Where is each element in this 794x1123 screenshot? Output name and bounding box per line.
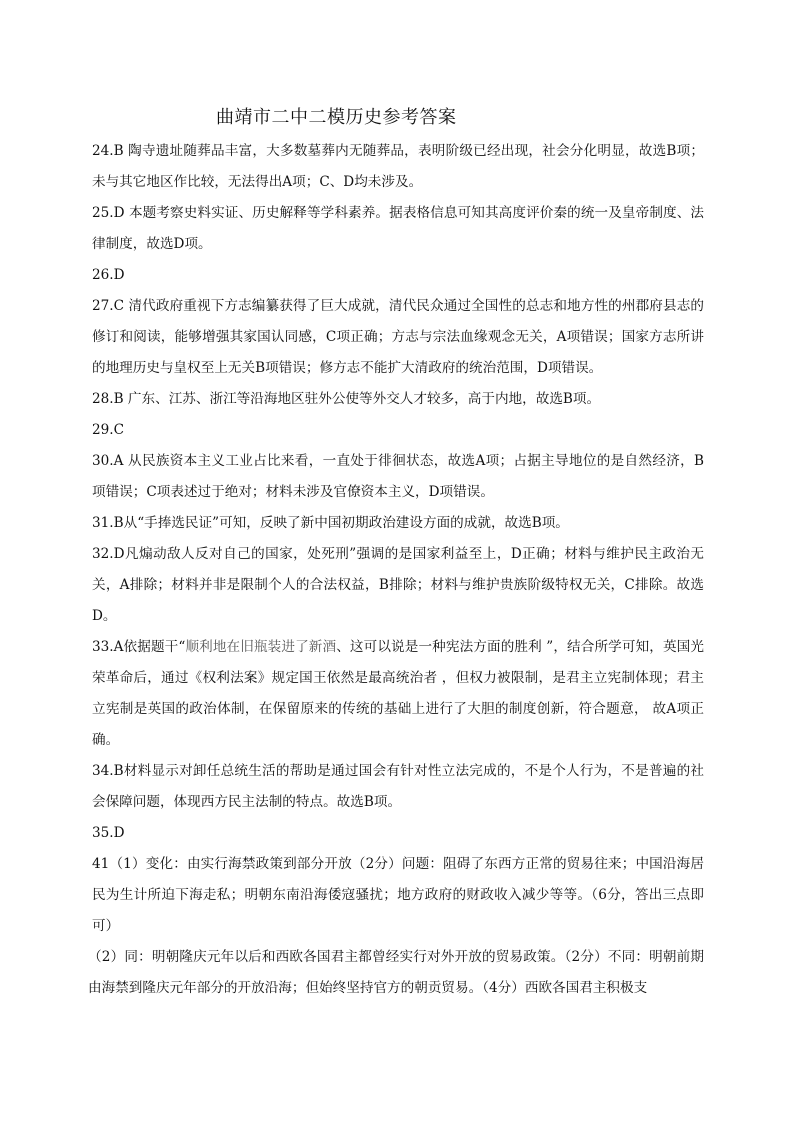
answer-24: 24.B 陶寺遗址随葬品丰富，大多数墓葬内无随葬品，表明阶级已经出现，社会分化明显，故选B项；未与其它地区作比较，无法得出A项；C、D均未涉及。 (92, 143, 704, 190)
answer-32: 32.D凡煽动敌人反对自己的国家，处死刑”强调的是国家利益至上，D正确；材料与维护民主政治无关，A排除；材料并非是限制个人的合法权益，B排除；材料与维护贵族阶级特权无关，C排除。故选D。 (92, 546, 704, 624)
answer-30: 30.A 从民族资本主义工业占比来看，一直处于徘徊状态，故选A项；占据主导地位的是自然经济，B项错误；C项表述过于绝对；材料未涉及官僚资本主义，D项错误。 (92, 453, 704, 500)
answer-25: 25.D 本题考察史料实证、历史解释等学科素养。据表格信息可知其高度评价秦的统一及皇帝制度、法律制度，故选D项。 (92, 205, 704, 252)
answer-26: 26.D (92, 267, 125, 283)
answer-34: 34.B材料显示对卸任总统生活的帮助是通过国会有针对性立法完成的，不是个人行为，不是普遍的社会保障问题，体现西方民主法制的特点。故选B项。 (92, 763, 704, 810)
answer-33-lead: 33.A依据题干“ (92, 639, 186, 655)
answer-28: 28.B 广东、江苏、浙江等沿海地区驻外公使等外交人才较多，高于内地，故选B项。 (92, 391, 601, 407)
answer-29: 29.C (92, 422, 125, 438)
answer-31: 31.B从“手捧选民证”可知，反映了新中国初期政治建设方面的成就，故选B项。 (92, 515, 569, 531)
answer-33 (92, 632, 704, 756)
answer-41-part-1: 41（1）变化：由实行海禁政策到部分开放（2分）问题：阻碍了东西方正常的贸易往来；中国沿海居民为生计所迫下海走私；明朝东南沿海倭寇骚扰；地方政府的财政收入减少等等。（6分，答出三点即可） (92, 856, 704, 934)
answer-33-rest: 、这可以说是一种宪法方面的胜利 ”，结合所学可知，英国光荣革命后，通过《权利法案》规定国王依然是最高统治者 ，但权力被限制，是君主立宪制体现；君主立宪制是英国的政治体制，在保留原来的传统的基础上进行了大胆的制度创新，符合题意， 故A项正确。 (92, 639, 704, 748)
answer-41-part-2: （2）同：明朝隆庆元年以后和西欧各国君主都曾经实行对外开放的贸易政策。（2分）不同：明朝前期由海禁到隆庆元年部分的开放沿海；但始终坚持官方的朝贡贸易。（4分）西欧各国君主积极支 (88, 949, 704, 996)
answer-33-quote: 顺利地在旧瓶装进了新酒 (185, 639, 337, 655)
answer-27: 27.C 清代政府重视下方志编纂获得了巨大成就，清代民众通过全国性的总志和地方性的州郡府县志的修订和阅读，能够增强其家国认同感，C项正确；方志与宗法血缘观念无关，A项错误；国家方志所讲的地理历史与皇权至上无关B项错误；修方志不能扩大清政府的统治范围，D项错误。 (92, 298, 704, 376)
answer-35: 35.D (92, 825, 125, 841)
page-title: 曲靖市二中二模历史参考答案 (216, 107, 457, 128)
